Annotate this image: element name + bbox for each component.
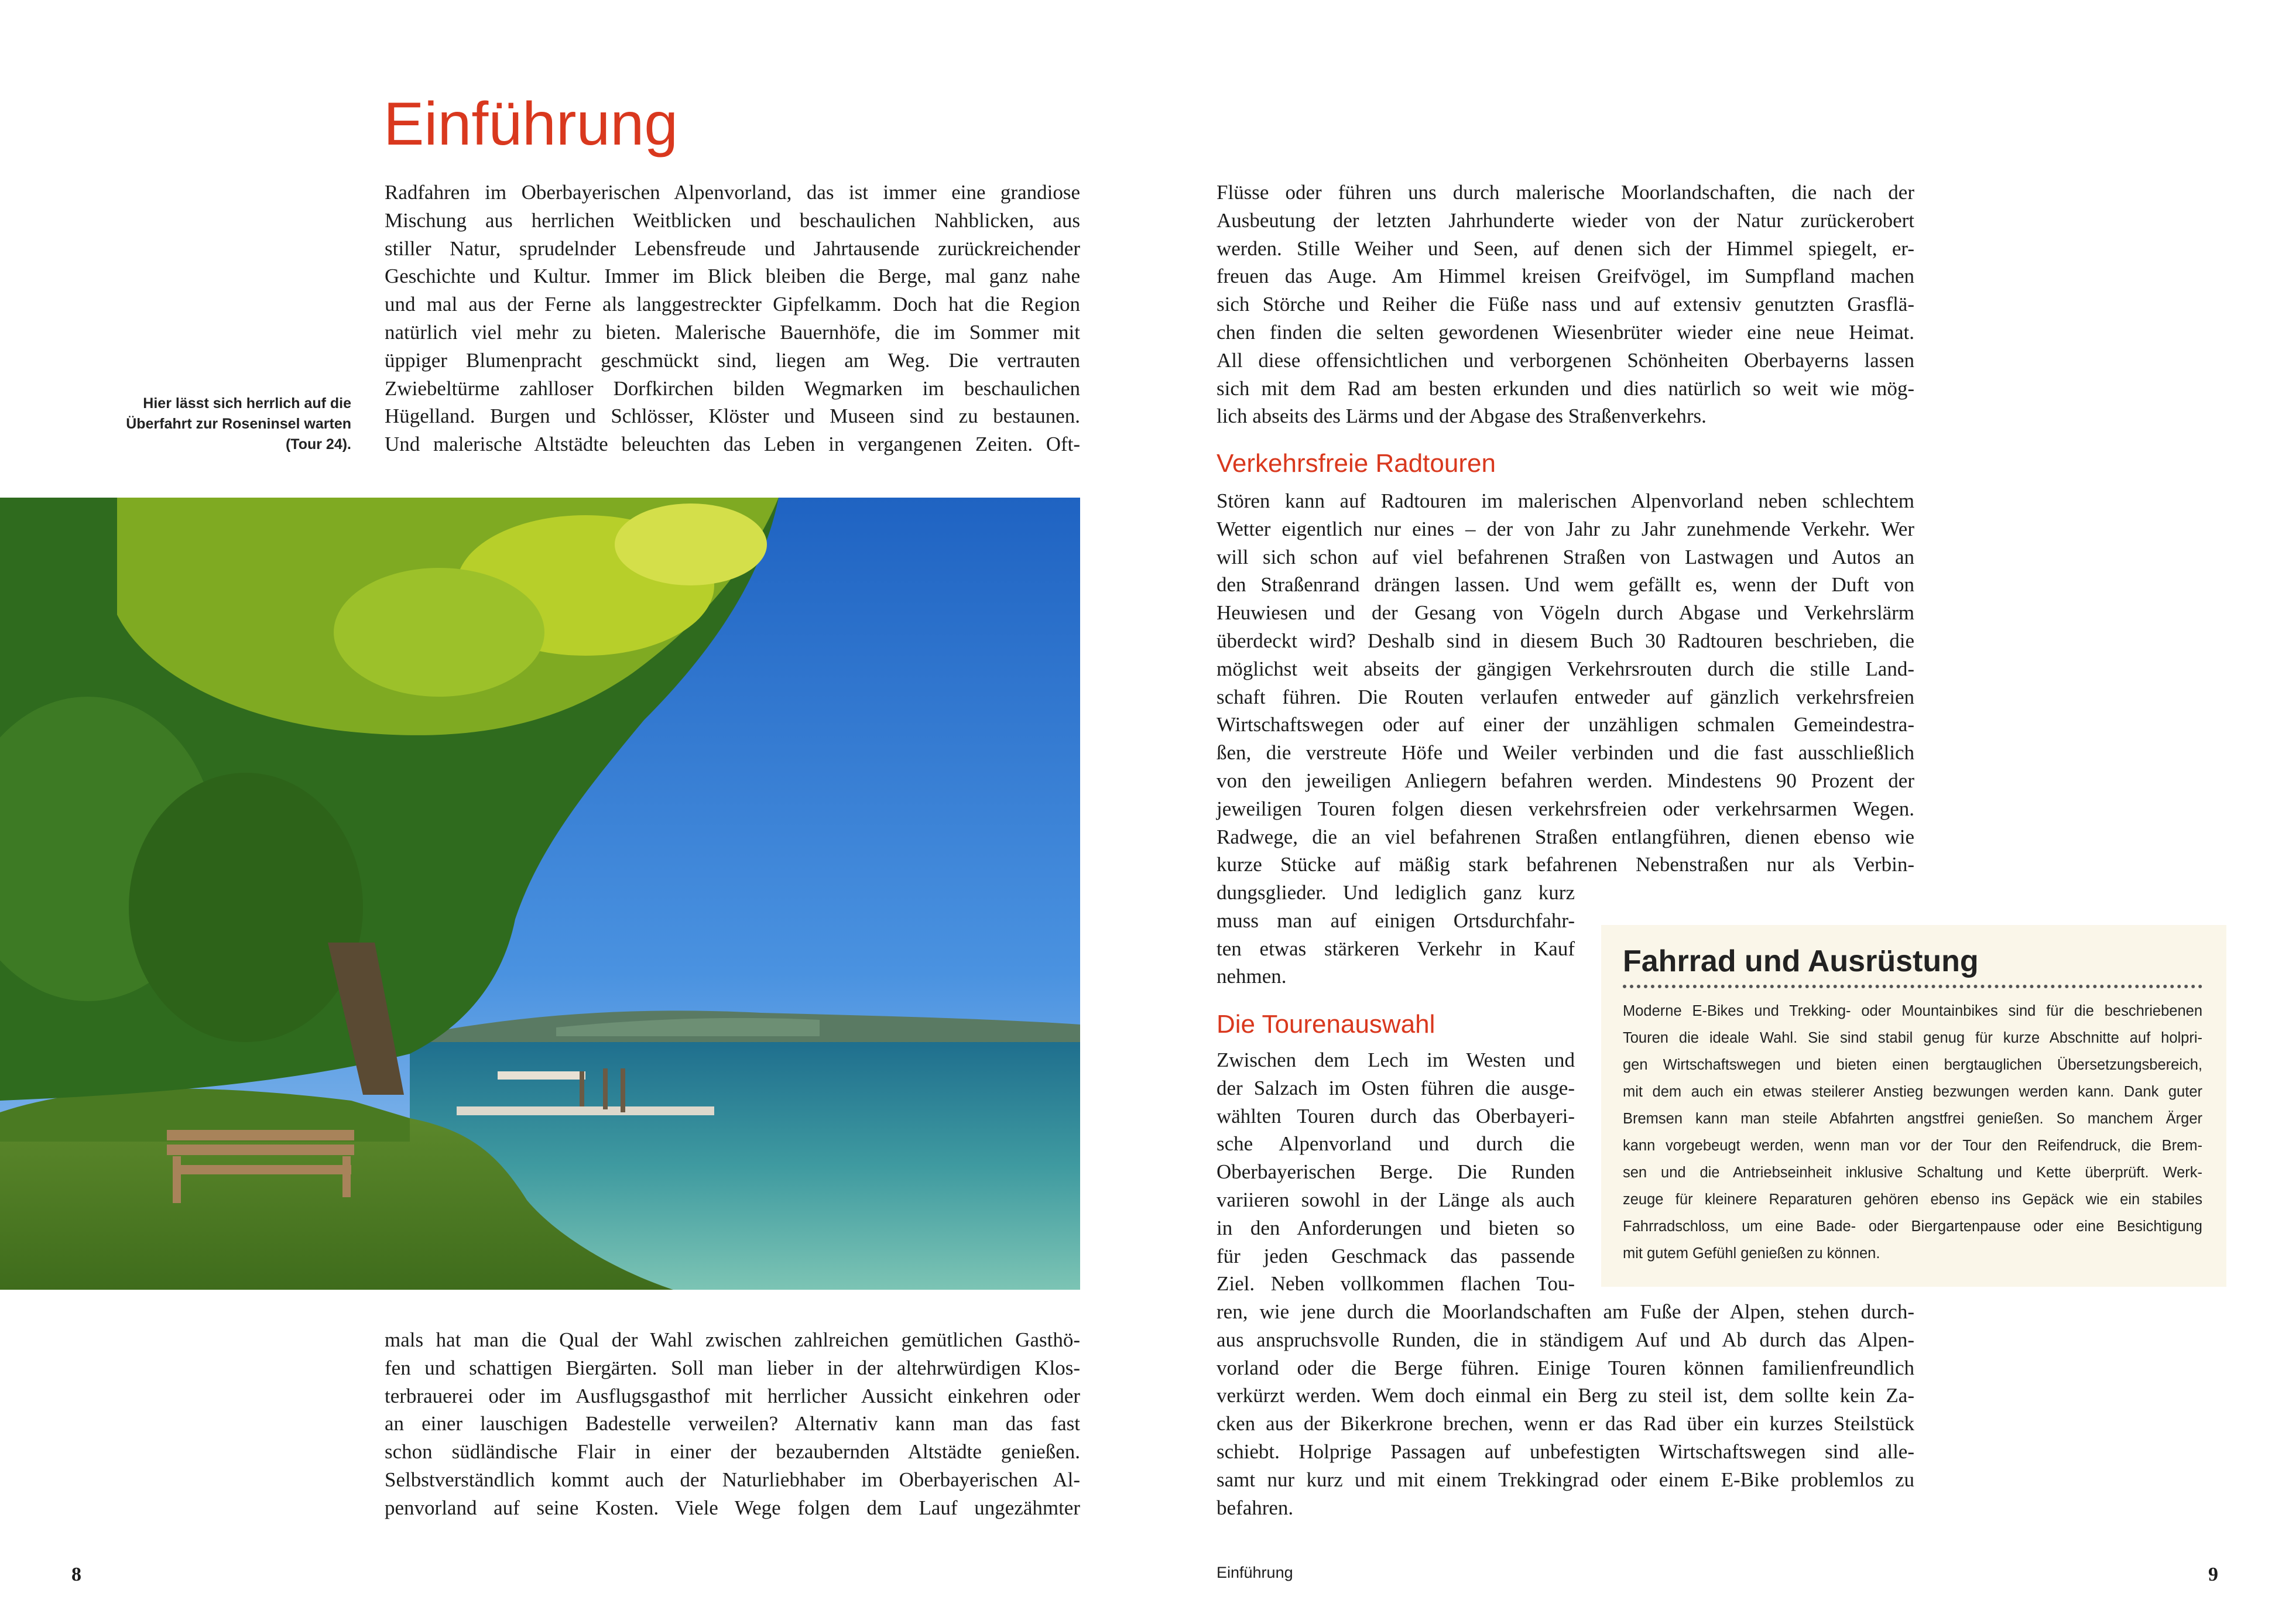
text-line: jeweiligen Touren folgen diesen verkehrsfreien oder verkehrsarmen Wegen. <box>1217 797 1914 820</box>
photo-caption <box>88 393 351 455</box>
text-line: natürlich viel mehr zu bieten. Malerische Bauernhöfe, die im Sommer mit <box>385 321 1080 344</box>
text-line: Mischung aus herrlichen Weitblicken und beschaulichen Nahblicken, aus <box>385 208 1080 232</box>
text-line: üppiger Blumenpracht geschmückt sind, liegen am Weg. Die vertrauten <box>385 348 1080 372</box>
text-line: sich mit dem Rad am besten erkunden und dies natürlich so weit wie mög- <box>1217 376 1914 400</box>
text-line: Zwiebeltürme zahlloser Dorfkirchen bilden Wegmarken im beschaulichen <box>385 376 1080 400</box>
text-line: aus anspruchsvolle Runden, die in ständigem Auf und Ab durch das Alpen- <box>1217 1328 1914 1351</box>
info-box-line: gen Wirtschaftswegen und bieten einen bergtauglichen Übersetzungsbereich, <box>1623 1057 2202 1073</box>
text-line: Flüsse oder führen uns durch malerische Moorlandschaften, die nach der <box>1217 181 1914 204</box>
section-heading-tourenauswahl: Die Tourenauswahl <box>1217 1010 1435 1039</box>
text-line: schon südländische Flair in einer der bezaubernden Altstädte genießen. <box>385 1440 1080 1464</box>
text-line: überdeckt wird? Deshalb sind in diesem Buch 30 Radtouren beschrieben, die <box>1217 629 1914 652</box>
text-line: vorland oder die Berge führen. Einige Touren können familienfreundlich <box>1217 1356 1914 1379</box>
text-line: verkürzt werden. Wem doch einmal ein Berg zu steil ist, dem sollte kein Za- <box>1217 1384 1914 1407</box>
info-box-line: sen und die Antriebseinheit inklusive Schaltung und Kette überprüft. Werk- <box>1623 1164 2202 1181</box>
text-line: nehmen. <box>1217 965 1287 988</box>
text-line: mals hat man die Qual der Wahl zwischen zahlreichen gemütlichen Gasthö- <box>385 1328 1080 1351</box>
text-line: kurze Stücke auf mäßig stark befahrenen Nebenstraßen nur als Verbin- <box>1217 853 1914 876</box>
text-line: Radfahren im Oberbayerischen Alpenvorland, das ist immer eine grandiose <box>385 181 1080 204</box>
text-line: befahren. <box>1217 1496 1294 1519</box>
page-title: Einführung <box>383 90 679 158</box>
info-box-line: zeuge für kleinere Reparaturen gehören ebenso ins Gepäck wie ein stabiles <box>1623 1191 2202 1208</box>
text-line: cken aus der Bikerkrone brechen, wenn er das Rad über ein kurzes Steilstück <box>1217 1412 1914 1435</box>
text-line: Oberbayerischen Berge. Die Runden <box>1217 1160 1575 1184</box>
info-box-line: kann vorgebeugt werden, wenn man vor der Tour den Reifendruck, die Brem- <box>1623 1138 2202 1154</box>
text-line: Zwischen dem Lech im Westen und <box>1217 1049 1575 1071</box>
lake-photo <box>0 498 1080 1290</box>
text-line: terbrauerei oder im Ausflugsgasthof mit herrlicher Aussicht einkehren oder <box>385 1384 1080 1407</box>
text-line: Und malerische Altstädte beleuchten das Leben in vergangenen Zeiten. Oft- <box>385 433 1080 456</box>
text-line: in den Anforderungen und bieten so <box>1217 1216 1575 1239</box>
info-box-line: Fahrradschloss, um eine Bade- oder Biergartenpause oder eine Besichtigung <box>1623 1218 2202 1235</box>
text-line: stiller Natur, sprudelnder Lebensfreude und Jahrtausende zurückreichender <box>385 237 1080 260</box>
text-line: ßen, die verstreute Höfe und Weiler verbinden und die fast ausschließlich <box>1217 741 1914 765</box>
text-line: der Salzach im Osten führen die ausge- <box>1217 1076 1575 1099</box>
text-line: penvorland auf seine Kosten. Viele Wege folgen dem Lauf ungezähmter <box>385 1496 1080 1519</box>
text-line: muss man auf einigen Ortsdurchfahr- <box>1217 909 1575 932</box>
text-line: ren, wie jene durch die Moorlandschaften am Fuße der Alpen, stehen durch- <box>1217 1300 1914 1323</box>
text-line: sich Störche und Reiher die Füße nass und auf extensiv genutzten Grasflä- <box>1217 293 1914 316</box>
page-number-right: 9 <box>2208 1564 2218 1585</box>
text-line: schiebt. Holprige Passagen auf unbefestigten Wirtschaftswegen sind alle- <box>1217 1440 1914 1463</box>
info-box-line: Bremsen kann man steile Abfahrten angstfrei genießen. So manchem Ärger <box>1623 1111 2202 1127</box>
text-line: den Straßenrand drängen lassen. Und wem gefällt es, wenn der Duft von <box>1217 573 1914 597</box>
text-line: und mal aus der Ferne als langgestreckter Gipfelkamm. Doch hat die Region <box>385 293 1080 316</box>
text-line: samt nur kurz und mit einem Trekkingrad oder einem E-Bike problemlos zu <box>1217 1468 1914 1491</box>
text-line: Wetter eigentlich nur eines – der von Jahr zu Jahr zunehmende Verkehr. Wer <box>1217 517 1914 540</box>
text-line: dungsglieder. Und lediglich ganz kurz <box>1217 881 1575 904</box>
text-line: fen und schattigen Biergärten. Soll man lieber in der altehrwürdigen Klos- <box>385 1356 1080 1379</box>
running-head: Einführung <box>1217 1564 1293 1581</box>
caption-line: Hier lässt sich herrlich auf die <box>143 395 351 412</box>
text-line: will sich schon auf viel befahrenen Straßen von Lastwagen und Autos an <box>1217 545 1914 568</box>
text-line: von den jeweiligen Anliegern befahren werden. Mindestens 90 Prozent der <box>1217 769 1914 792</box>
text-line: Hügelland. Burgen und Schlösser, Klöster und Museen sind zu bestaunen. <box>385 405 1080 428</box>
text-line: schaft führen. Die Routen verlaufen entweder auf gänzlich verkehrsfreien <box>1217 685 1914 708</box>
info-box <box>1601 925 2226 1287</box>
text-line: ten etwas stärkeren Verkehr in Kauf <box>1217 937 1575 960</box>
text-line: Selbstverständlich kommt auch der Naturliebhaber im Oberbayerischen Al- <box>385 1468 1080 1491</box>
text-line: sche Alpenvorland und durch die <box>1217 1132 1575 1156</box>
text-line: chen finden die selten gewordenen Wiesenbrüter wieder eine neue Heimat. <box>1217 321 1914 344</box>
info-box-title: Fahrrad und Ausrüstung <box>1623 944 1979 978</box>
text-line: wählten Touren durch das Oberbayeri- <box>1217 1104 1575 1128</box>
text-line: lich abseits des Lärms und der Abgase des Straßenverkehrs. <box>1217 405 1707 428</box>
caption-line: Überfahrt zur Roseninsel warten <box>126 416 351 432</box>
text-line: Radwege, die an viel befahrenen Straßen entlangführen, dienen ebenso wie <box>1217 825 1914 848</box>
info-box-line: Moderne E-Bikes und Trekking- oder Mountainbikes sind für die beschriebenen <box>1623 1003 2202 1019</box>
text-line: werden. Stille Weiher und Seen, auf denen sich der Himmel spiegelt, er- <box>1217 237 1914 260</box>
text-line: für jeden Geschmack das passende <box>1217 1244 1575 1267</box>
text-line: Wirtschaftswegen oder auf einer der unzähligen schmalen Gemeindestra- <box>1217 713 1914 736</box>
text-line: Stören kann auf Radtouren im malerischen Alpenvorland neben schlechtem <box>1217 489 1914 512</box>
info-box-divider <box>1623 985 2202 988</box>
info-box-line: mit dem auch ein etwas steilerer Anstieg bezwungen werden kann. Dank guter <box>1623 1084 2202 1100</box>
text-line: variieren sowohl in der Länge als auch <box>1217 1188 1575 1211</box>
info-box-line: mit gutem Gefühl genießen zu können. <box>1623 1245 1880 1262</box>
page-number-left: 8 <box>71 1564 81 1585</box>
text-line: freuen das Auge. Am Himmel kreisen Greifvögel, im Sumpfland machen <box>1217 265 1914 288</box>
text-line: All diese offensichtlichen und verborgenen Schönheiten Oberbayerns lassen <box>1217 348 1914 372</box>
text-line: an einer lauschigen Badestelle verweilen? Alternativ kann man das fast <box>385 1412 1080 1435</box>
text-line: Ziel. Neben vollkommen flachen Tou- <box>1217 1272 1575 1296</box>
caption-line: (Tour 24). <box>285 436 351 453</box>
text-line: Geschichte und Kultur. Immer im Blick bleiben die Berge, mal ganz nahe <box>385 265 1080 288</box>
text-line: möglichst weit abseits der gängigen Verkehrsrouten durch die stille Land- <box>1217 657 1914 680</box>
text-line: Ausbeutung der letzten Jahrhunderte wieder von der Natur zurückerobert <box>1217 208 1914 232</box>
info-box-line: Touren die ideale Wahl. Sie sind stabil genug für kurze Abschnitte auf holpri- <box>1623 1030 2202 1046</box>
text-line: Heuwiesen und der Gesang von Vögeln durch Abgase und Verkehrslärm <box>1217 601 1914 625</box>
section-heading-radtouren: Verkehrsfreie Radtouren <box>1217 449 1496 478</box>
